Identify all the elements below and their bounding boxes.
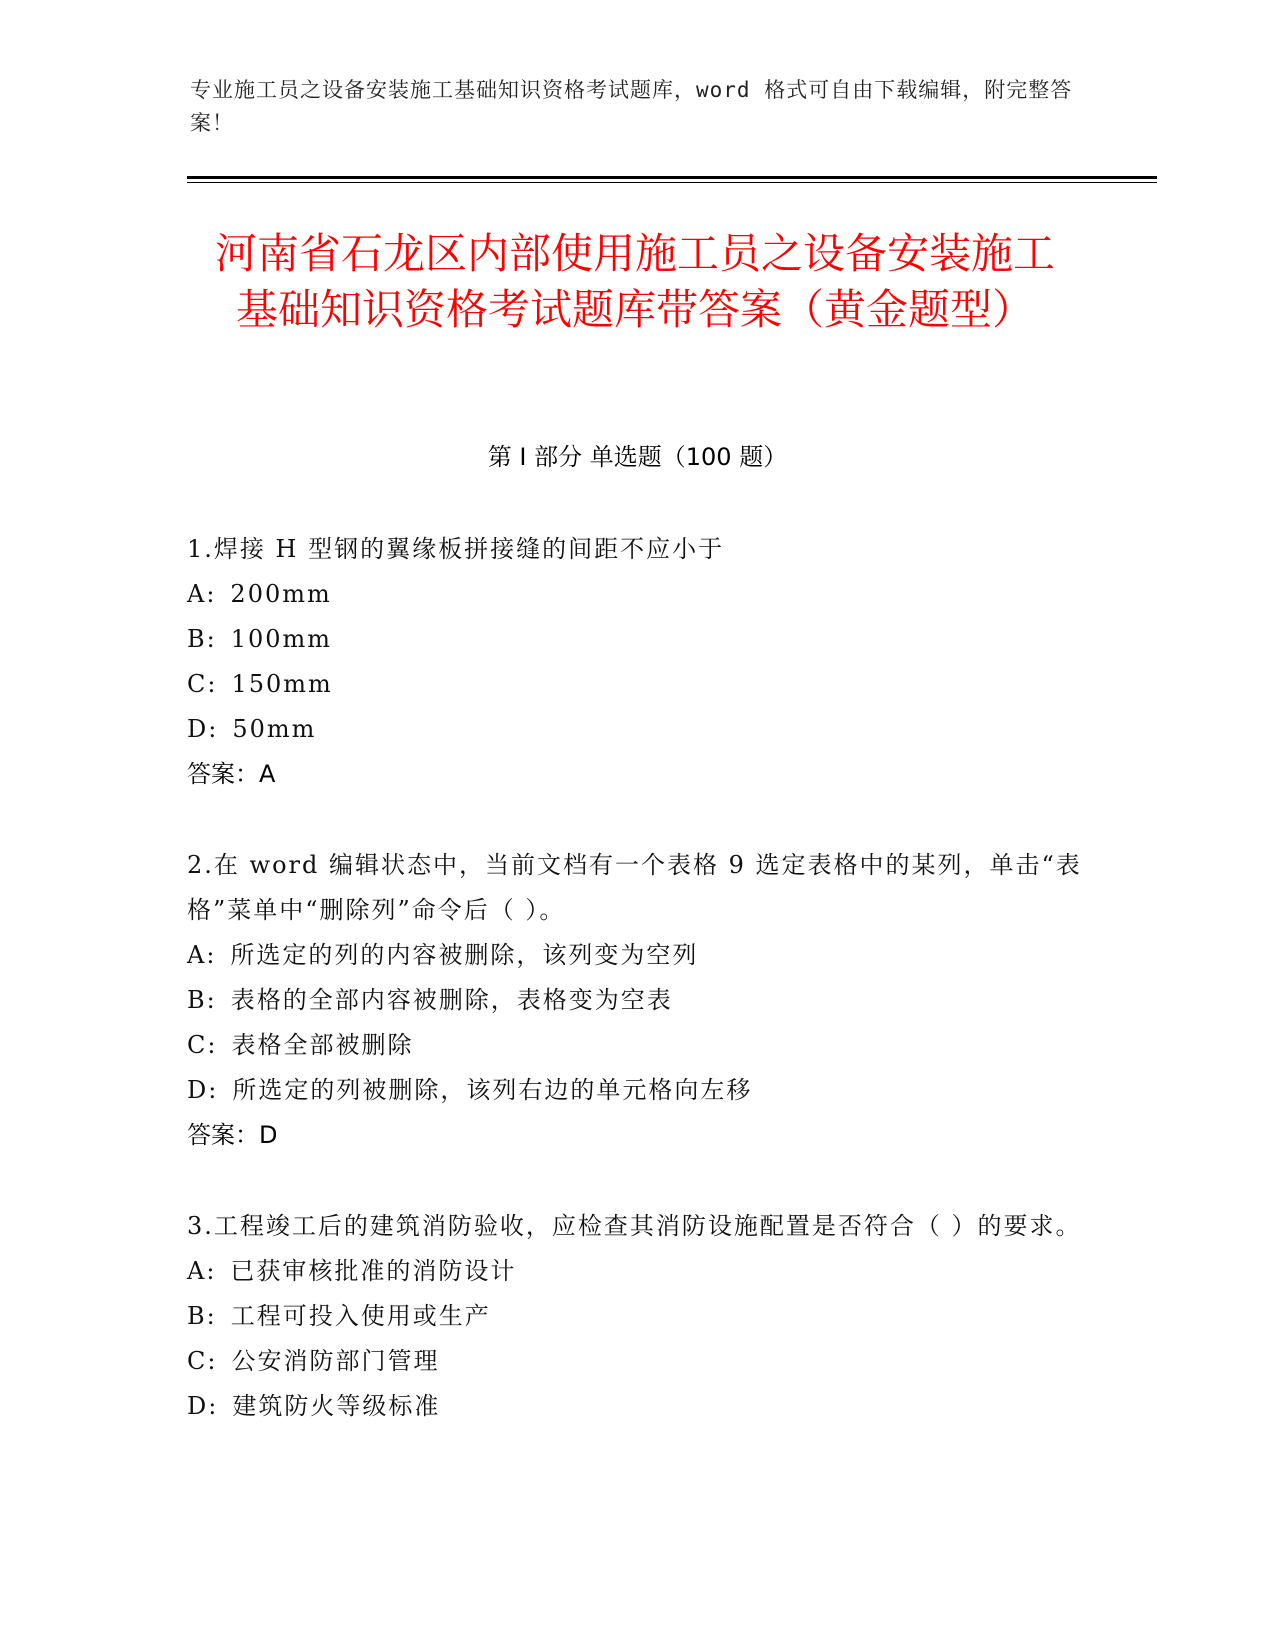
option-text: 150mm: [231, 670, 333, 698]
section-title: 第 I 部分 单选题（100 题）: [487, 443, 788, 471]
option-c: [187, 1339, 1087, 1384]
option-text: 所选定的列被删除，该列右边的单元格向左移: [232, 1076, 753, 1104]
option-text: 工程可投入使用或生产: [230, 1302, 491, 1330]
question-stem: 2.在 word 编辑状态中，当前文档有一个表格 9 选定表格中的某列，单击“表格”菜单中“删除列”命令后（ ）。: [187, 851, 1082, 924]
option-b: [187, 978, 1087, 1023]
option-letter: D:: [187, 1076, 219, 1104]
option-c: [187, 1023, 1087, 1068]
option-letter: B:: [187, 625, 217, 653]
option-text: 表格全部被删除: [231, 1031, 414, 1059]
option-letter: C:: [187, 1031, 218, 1059]
option-letter: B:: [187, 986, 217, 1014]
option-b: [187, 1294, 1087, 1339]
option-text: 公安消防部门管理: [231, 1347, 440, 1375]
option-letter: B:: [187, 1302, 217, 1330]
option-d: [187, 707, 1087, 752]
option-text: 建筑防火等级标准: [232, 1392, 441, 1420]
option-c: [187, 662, 1087, 707]
option-letter: D:: [187, 1392, 219, 1420]
question-2: [187, 843, 1087, 1158]
option-text: 200mm: [230, 580, 332, 608]
option-letter: D:: [187, 715, 219, 743]
option-a: [187, 933, 1087, 978]
question-stem: 1.焊接 H 型钢的翼缘板拼接缝的间距不应小于: [187, 535, 725, 563]
option-b: [187, 617, 1087, 662]
option-d: [187, 1068, 1087, 1113]
option-text: 所选定的列的内容被删除，该列变为空列: [230, 941, 699, 969]
option-text: 已获审核批准的消防设计: [230, 1257, 517, 1285]
answer-line: 答案：A: [187, 760, 276, 788]
option-letter: A:: [187, 1257, 217, 1285]
option-text: 100mm: [230, 625, 333, 653]
header-note: 专业施工员之设备安装施工基础知识资格考试题库，word 格式可自由下载编辑，附完整答案！: [190, 78, 1073, 135]
option-letter: C:: [187, 670, 218, 698]
document-title: 河南省石龙区内部使用施工员之设备安装施工基础知识资格考试题库带答案（黄金题型）: [214, 229, 1055, 334]
question-3: [187, 1204, 1087, 1429]
question-list: [187, 527, 1087, 1475]
option-text: 50mm: [232, 715, 317, 743]
option-letter: C:: [187, 1347, 218, 1375]
header-rule-thick: [187, 176, 1157, 179]
question-stem: 3.工程竣工后的建筑消防验收，应检查其消防设施配置是否符合（ ）的要求。: [187, 1212, 1082, 1240]
header-rule-thin: [187, 182, 1157, 183]
question-1: [187, 527, 1087, 797]
option-letter: A:: [187, 580, 217, 608]
option-a: [187, 1249, 1087, 1294]
option-a: [187, 572, 1087, 617]
option-text: 表格的全部内容被删除，表格变为空表: [230, 986, 673, 1014]
option-letter: A:: [187, 941, 217, 969]
answer-line: 答案：D: [187, 1121, 278, 1149]
option-d: [187, 1384, 1087, 1429]
